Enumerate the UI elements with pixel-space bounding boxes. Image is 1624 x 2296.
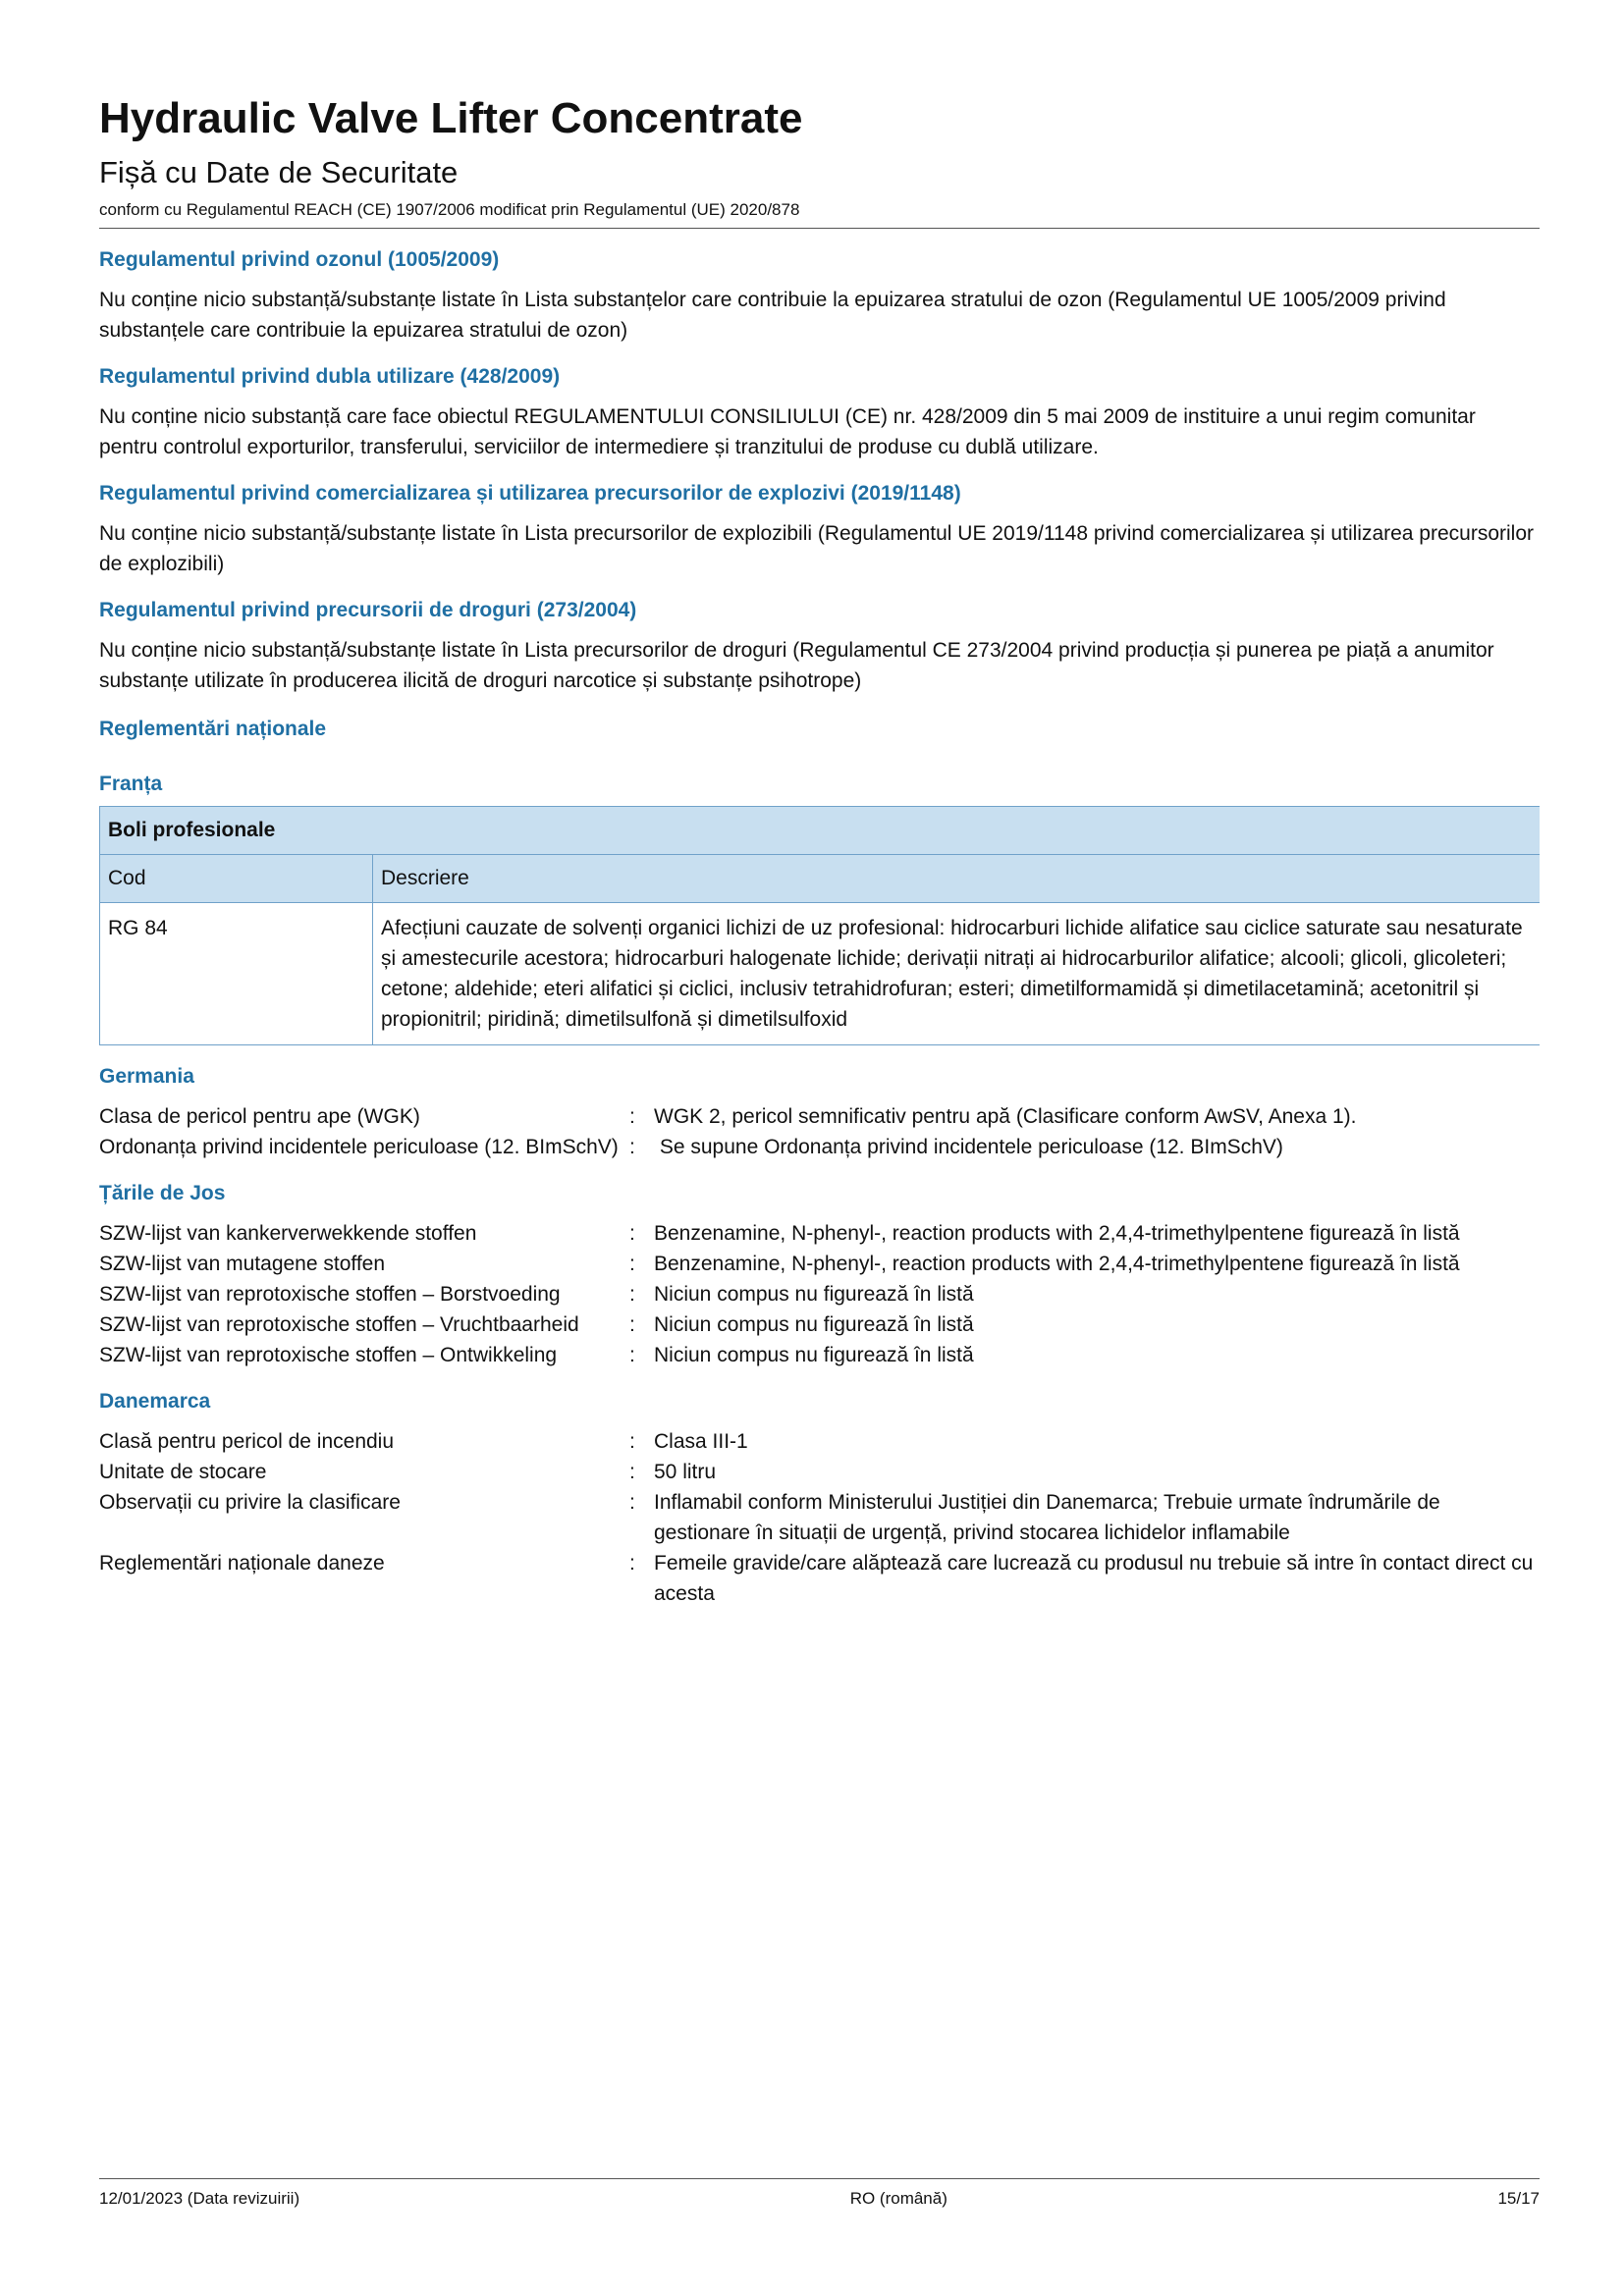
list-item: Ordonanța privind incidentele periculoase (12. BImSchV) : Se supune Ordonanța privind incidentele periculoase (12. BImSchV) bbox=[99, 1132, 1540, 1162]
table-caption: Boli profesionale bbox=[100, 806, 1541, 854]
list-item: SZW-lijst van reprotoxische stoffen – Ontwikkeling : Niciun compus nu figurează în listă bbox=[99, 1340, 1540, 1370]
list-item: SZW-lijst van reprotoxische stoffen – Borstvoeding : Niciun compus nu figurează în listă bbox=[99, 1279, 1540, 1309]
property-label: SZW-lijst van reprotoxische stoffen – Vruchtbaarheid bbox=[99, 1312, 579, 1336]
property-value: Niciun compus nu figurează în listă bbox=[654, 1282, 974, 1306]
column-header-description: Descriere bbox=[373, 854, 1541, 902]
document-page bbox=[99, 94, 1540, 1609]
list-item: SZW-lijst van mutagene stoffen : Benzenamine, N-phenyl-, reaction products with 2,4,4-trimethylpentene figurează în listă bbox=[99, 1249, 1540, 1279]
section-title-ozone: Regulamentul privind ozonul (1005/2009) bbox=[99, 247, 500, 271]
property-label: Clasă pentru pericol de incendiu bbox=[99, 1429, 395, 1453]
section-title-explosives: Regulamentul privind comercializarea și utilizarea precursorilor de explozivi (2019/1148) bbox=[99, 481, 961, 505]
column-header-code: Cod bbox=[100, 854, 373, 902]
table-row bbox=[100, 902, 1541, 1044]
section-text-ozone: Nu conține nicio substanță/substanțe listate în Lista substanțelor care contribuie la epuizarea stratului de ozon (Regulamentul UE 1005/2009 privind substanțele care contribuie la epuizarea stratului de ozon) bbox=[99, 288, 1446, 342]
list-item: SZW-lijst van reprotoxische stoffen – Vruchtbaarheid : Niciun compus nu figurează în listă bbox=[99, 1309, 1540, 1340]
revision-date: 12/01/2023 (Data revizuirii) bbox=[99, 2189, 300, 2208]
section-title-france: Franța bbox=[99, 772, 163, 795]
list-item: Observații cu privire la clasificare : Inflamabil conform Ministerului Justiției din Danemarca; Trebuie urmate îndrumările de gestionare în situații de urgență, privind stocarea lichidelor inflamabile bbox=[99, 1487, 1540, 1548]
property-label: Ordonanța privind incidentele periculoase (12. BImSchV) bbox=[99, 1135, 619, 1158]
list-item: Clasă pentru pericol de incendiu : Clasa III-1 bbox=[99, 1426, 1540, 1457]
section-title-national: Reglementări naționale bbox=[99, 717, 327, 740]
document-language: RO (română) bbox=[849, 2189, 947, 2208]
row-code: RG 84 bbox=[100, 902, 373, 1044]
property-value: Se supune Ordonanța privind incidentele periculoase (12. BImSchV) bbox=[654, 1135, 1283, 1158]
section-text-dual-use: Nu conține nicio substanță care face obiectul REGULAMENTULUI CONSILIULUI (CE) nr. 428/2009 din 5 mai 2009 de instituire a unui regim comunitar pentru controlul exporturilor, transferului, serviciilor de intermediere și tranzitului de produse cu dublă utilizare. bbox=[99, 404, 1476, 458]
section-title-drugs: Regulamentul privind precursorii de droguri (273/2004) bbox=[99, 598, 637, 621]
property-value: Benzenamine, N-phenyl-, reaction products with 2,4,4-trimethylpentene figurează în listă bbox=[654, 1252, 1460, 1275]
property-value: Clasa III-1 bbox=[654, 1429, 748, 1453]
document-title: Hydraulic Valve Lifter Concentrate bbox=[99, 94, 803, 142]
property-label: Observații cu privire la clasificare bbox=[99, 1490, 401, 1514]
property-value: WGK 2, pericol semnificativ pentru apă (Clasificare conform AwSV, Anexa 1). bbox=[654, 1104, 1357, 1128]
list-item: Unitate de stocare : 50 litru bbox=[99, 1457, 1540, 1487]
section-text-explosives: Nu conține nicio substanță/substanțe listate în Lista precursorilor de explozibili (Regulamentul UE 2019/1148 privind comercializarea și utilizarea precursorilor de explozibili) bbox=[99, 521, 1535, 575]
section-title-denmark: Danemarca bbox=[99, 1389, 211, 1413]
property-label: SZW-lijst van reprotoxische stoffen – Borstvoeding bbox=[99, 1282, 561, 1306]
occupational-diseases-table bbox=[99, 806, 1540, 1045]
property-value: 50 litru bbox=[654, 1460, 717, 1483]
property-label: Unitate de stocare bbox=[99, 1460, 267, 1483]
property-value: Niciun compus nu figurează în listă bbox=[654, 1312, 974, 1336]
list-item: SZW-lijst van kankerverwekkende stoffen : Benzenamine, N-phenyl-, reaction products with 2,4,4-trimethylpentene figurează în listă bbox=[99, 1218, 1540, 1249]
property-value: Femeile gravide/care alăptează care lucrează cu produsul nu trebuie să intre în contact direct cu acesta bbox=[654, 1551, 1534, 1605]
property-label: SZW-lijst van reprotoxische stoffen – Ontwikkeling bbox=[99, 1343, 558, 1366]
page-number: 15/17 bbox=[1497, 2189, 1540, 2208]
property-value: Inflamabil conform Ministerului Justiției din Danemarca; Trebuie urmate îndrumările de gestionare în situații de urgență, privind stocarea lichidelor inflamabile bbox=[654, 1490, 1440, 1544]
property-label: SZW-lijst van kankerverwekkende stoffen bbox=[99, 1221, 477, 1245]
property-label: SZW-lijst van mutagene stoffen bbox=[99, 1252, 386, 1275]
property-label: Reglementări naționale daneze bbox=[99, 1551, 385, 1575]
document-subtitle: Fișă cu Date de Securitate bbox=[99, 154, 459, 189]
property-value: Niciun compus nu figurează în listă bbox=[654, 1343, 974, 1366]
regulation-line: conform cu Regulamentul REACH (CE) 1907/2006 modificat prin Regulamentul (UE) 2020/878 bbox=[99, 200, 1540, 229]
section-title-germany: Germania bbox=[99, 1064, 194, 1088]
page-footer bbox=[99, 2178, 1540, 2209]
list-item: Reglementări naționale daneze : Femeile gravide/care alăptează care lucrează cu produsul nu trebuie să intre în contact direct cu acesta bbox=[99, 1548, 1540, 1609]
property-label: Clasa de pericol pentru ape (WGK) bbox=[99, 1104, 420, 1128]
property-value: Benzenamine, N-phenyl-, reaction products with 2,4,4-trimethylpentene figurează în listă bbox=[654, 1221, 1460, 1245]
section-text-drugs: Nu conține nicio substanță/substanțe listate în Lista precursorilor de droguri (Regulamentul CE 273/2004 privind producția și punerea pe piață a anumitor substanțe utilizate în producerea ilicită de droguri narcotice și substanțe psihotrope) bbox=[99, 638, 1494, 692]
list-item: Clasa de pericol pentru ape (WGK) : WGK 2, pericol semnificativ pentru apă (Clasificare conform AwSV, Anexa 1). bbox=[99, 1101, 1540, 1132]
row-description: Afecțiuni cauzate de solvenți organici lichizi de uz profesional: hidrocarburi lichide alifatice sau ciclice saturate sau nesaturate și amestecurile acestora; hidrocarburi halogenate lichide; derivații nitrați ai hidrocarburilor alifatice; alcooli; glicoli, glicoleteri; cetone; aldehide; eteri alifatici și ciclici, inclusiv tetrahidrofuran; esteri; dimetilformamidă și dimetilacetamină; acetonitril și propionitril; piridină; dimetilsulfonă și dimetilsulfoxid bbox=[373, 902, 1541, 1044]
section-title-dual-use: Regulamentul privind dubla utilizare (428/2009) bbox=[99, 364, 561, 388]
section-title-netherlands: Țările de Jos bbox=[99, 1181, 226, 1204]
